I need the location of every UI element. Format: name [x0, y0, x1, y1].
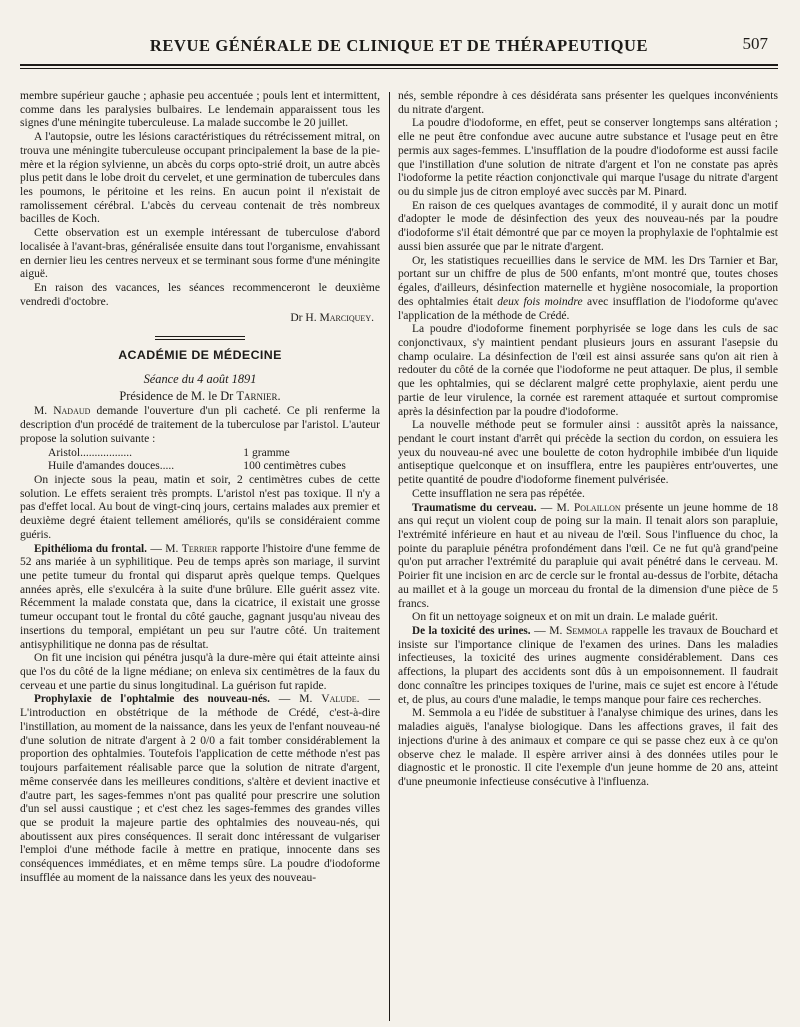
header-rule	[20, 64, 778, 66]
recipe-quantity: 1 gramme	[243, 446, 290, 459]
lead-dash: — M.	[269, 693, 313, 706]
paragraph: La poudre d'iodoforme, en effet, peut se conserver longtemps sans altération ; elle ne peut être confondue avec aucune autre substance et l'usage peut en être permis aux sages-femmes. L'insufflation de la poudre d'iodoforme est aussi facile que l'instillation d'une solution de nitrate d'argent et l'on ne constate pas après l'iodoforme la petite réaction conjonctivale qui marque l'usage du nitrate d'argent ou du simple jus de citron employé avec succès par M. Pinard.	[398, 117, 778, 199]
topic-lead: De la toxicité des urines.	[412, 625, 531, 638]
pro-text: — L'introduction en obstétrique de la méthode de Crédé, c'est-à-dire l'instillation, au moment de la naissance, dans les yeux de l'enfant nouveau-né d'une solution de nitrate d'argent à 2 0/0 a fait tomber considérablement la proportion des ophtalmies. Toutefois l'application de cette méthode n'est pas toujours parfaitement réalisable parce que la solution de nitrate d'argent, même conservée dans les meilleures conditions, s'altère et devient inactive et d'autre part, les sages-femmes n'ont pas qualité pour prescrire une solution d'un sel aussi caustique ; et c'est chez les sages-femmes des grandes villes que se produit la majeure partie des ophtalmies des nouveau-nés, qui aboutissent aux pires conséquences. Il serait donc intéressant de vulgariser l'emploi d'une méthode facile à mettre en pratique, innocente dans ses conséquences immédiates, et en même temps sûre. La poudre d'iodoforme insufflée au moment de la naissance dans les yeux des nouveau-	[20, 693, 380, 884]
paragraph-toxicite	[398, 625, 778, 707]
recipe-line-1	[20, 447, 380, 461]
nadaud-m: M.	[34, 405, 48, 418]
signature	[20, 312, 380, 326]
nadaud-text: demande l'ouverture d'un pli cacheté. Ce pli renferme la description d'un procédé de traitement de la tuberculose par l'aristol. L'auteur propose la solution suivante :	[20, 405, 380, 445]
paragraph: Cette observation est un exemple intéressant de tuberculose d'abord localisée à l'avant-bras, généralisée ensuite dans tout l'organisme, envahissant en dernier lieu les centres nerveux et se terminant sous forme d'une méningite aiguë.	[20, 227, 380, 281]
paragraph-traumatisme	[398, 502, 778, 612]
trau-text: présente un jeune homme de 18 ans qui reçut un violent coup de poing sur la main. Il tenait alors son parapluie, l'extrémité inférieure en haut et au niveau de l'œil. Sous l'influence du choc, la pointe du parapluie pénétra profondément dans l'œil. Ce ne fut qu'à grand'peine qu'on put arracher l'extrémité du parapluie qui avait pénétré dans le cerveau. M. Poirier fit une incision en arc de cercle sur le frontal au-dessus de l'orbite, détacha au maillet et à la gouge un morceau du frontal de la dimension d'une pièce de 5 francs.	[398, 501, 778, 610]
paragraph: La poudre d'iodoforme finement porphyrisée se loge dans les culs de sac conjonctivaux, s'y maintient pendant plusieurs jours en assurant l'asepsie du champ oculaire. La désinfection de l'œil est ainsi assurée sans qu'on ait rien à redouter du côté de la cornée que l'iodoforme ne peut attaquer. De plus, il semble que les ophtalmies, qui se déclarent malgré cette prophylaxie, aient perdu une partie de leur virulence, la cornée est rarement attaquée et surtout compromise après la désinfection par la poudre d'iodoforme.	[398, 323, 778, 418]
signature-prefix: Dr H.	[290, 311, 317, 324]
epi-text: rapporte l'histoire d'une femme de 52 ans mariée à un syphilitique. Peu de temps après son mariage, il survint une petite tumeur du frontal qui disparut après quelque temps. Quelques années après, elle s'exulcéra à la suite d'une brûlure. Elle guérit assez vite. Récemment la malade constata que, dans la cicatrice, il existait une grosse tumeur occupant tout le frontal du côté gauche, gagnant jusqu'au niveau des insertions du temporal, empiétant un peu sur l'autre côté. Un traitement antisyphilitique ne donna pas de résultat.	[20, 542, 380, 651]
paragraph: membre supérieur gauche ; aphasie peu accentuée ; pouls lent et intermittent, comme dans les paralysies bulbaires. Le lendemain apparaissent tous les signes d'une méningite tuberculeuse. La malade succombe le 20 juillet.	[20, 90, 380, 130]
stats-text: Or, les statistiques recueillies dans le service de MM. les Drs Tarnier et Bar, portant sur un chiffre de plus de 500 enfants, m'ont montré que, toutes choses égales, d'ailleurs, désinfection maternelle et hygiène nosocomiale, la proportion des ophtalmies était	[398, 254, 778, 308]
lead-dash: — M.	[146, 542, 179, 555]
signature-name: Marciquey.	[319, 311, 374, 324]
paragraph: nés, semble répondre à ces désidérata sans présenter les quelques inconvénients du nitrate d'argent.	[398, 90, 778, 116]
emphasis: deux fois moindre	[497, 295, 583, 308]
paragraph-statistics	[398, 255, 778, 324]
author-name: Semmola	[565, 625, 608, 638]
two-column-body	[20, 90, 778, 1021]
paragraph: On fit un nettoyage soigneux et on mit un drain. Le malade guérit.	[412, 611, 718, 624]
running-header	[20, 30, 778, 60]
paragraph-epithelioma	[20, 543, 380, 653]
recipe-ingredient: Huile d'amandes douces.....	[48, 460, 175, 473]
left-column	[20, 90, 380, 1021]
paragraph: La nouvelle méthode peut se formuler ainsi : aussitôt après la naissance, pendant le court instant d'arrêt qui précède la section du cordon, on essuiera les yeux du nouveau-né avec une boulette de coton hydrophile imbibée d'un liquide antiseptique quelconque et on insufflera, entre les paupières entr'ouvertes, une petite quantité de poudre d'iodoforme finement pulvérisée.	[398, 419, 778, 487]
author-name: Valude.	[321, 693, 360, 706]
paragraph: Cette insufflation ne sera pas répétée.	[412, 487, 585, 500]
tox-text: rappelle les travaux de Bouchard et insiste sur l'importance clinique de l'examen des urines. Dans les maladies infectieuses, la toxicité des urines augmente considérablement. Dans ces affections, la plupart des accidents sont dûs à un empoisonnement. Il faudrait donc connaître les principes toxiques de l'urine, mais ce sujet est encore à l'étude et, de plus, au cours d'une maladie, le temps manque pour faire ces recherches.	[398, 625, 778, 706]
paragraph: A l'autopsie, outre les lésions caractéristiques du rétrécissement mitral, on trouva une méningite tuberculeuse occupant principalement la base de la pie-mère et la région sylvienne, un abcès du corps opto-strié droit, un autre abcès plus petit dans le lobe droit du cervelet, et une germination de tubercules dans les poumons, le péritoine et les reins. En aucun point il n'existait de ramolissement cérébral. L'abcès du cerveau contenait de très nombreux bacilles de Koch.	[20, 131, 380, 226]
lead-dash: — M.	[530, 625, 563, 638]
header-rule-thin	[20, 68, 778, 69]
presidency-prefix: Présidence de M. le Dr	[119, 388, 234, 403]
journal-title: REVUE GÉNÉRALE DE CLINIQUE ET DE THÉRAPEUTIQUE	[149, 36, 649, 55]
recipe-ingredient: Aristol..................	[48, 446, 133, 459]
author-name: Nadaud	[53, 405, 91, 418]
paragraph: M. Semmola a eu l'idée de substituer à l'analyse chimique des urines, dans les maladies aiguës, l'analyse biologique. Dans les affections graves, il fait des injections d'urine à des animaux et compare ce qui se passe chez eux à ce qu'on observe chez le malade. Il espère arriver ainsi à des données utiles pour le diagnostic et le pronostic. Il cite l'exemple d'un jeune homme de 20 ans, atteint d'une pneumonie infectieuse consécutive à l'influenza.	[398, 707, 778, 788]
presidency-name: Tarnier.	[236, 388, 281, 403]
presidency-line	[20, 390, 380, 404]
paragraph: On fit une incision qui pénétra jusqu'à la dure-mère qui était atteinte ainsi que l'os du côté de la ligne médiane; on enleva six centimètres de la faux du cerveau et une partie du sinus longitudinal. La guérison fut rapide.	[20, 652, 380, 692]
topic-lead: Traumatisme du cerveau.	[412, 501, 537, 514]
author-name: Terrier	[181, 542, 218, 555]
recipe-line-2	[20, 460, 380, 474]
session-date: Séance du 4 août 1891	[143, 371, 257, 386]
recipe-quantity: 100 centimètres cubes	[243, 460, 346, 473]
stats-text-end: avec insufflation de l'iodoforme qu'avec l'application de la méthode de Crédé.	[398, 295, 778, 322]
paragraph: On injecte sous la peau, matin et soir, 2 centimètres cubes de cette solution. Le effets seraient très prompts. L'aristol n'est pas toxique. Il n'y a pas d'effet local. Au bout de vingt-cinq jours, certains malades aux premier et deuxième degré étaient tellement améliorés, qu'ils se considéraient comme guéris.	[20, 473, 380, 541]
section-heading: ACADÉMIE DE MÉDECINE	[118, 348, 282, 363]
section-separator	[155, 336, 245, 340]
paragraph: En raison de ces quelques avantages de commodité, il y aurait donc un motif d'adopter le mode de désinfection des yeux des nouveau-nés par la poudre d'iodoforme s'il était démontré que par ce moyen la prophylaxie de l'ophtalmie est aussi bien assurée que par le nitrate d'argent.	[398, 199, 778, 253]
paragraph: En raison des vacances, les séances recommenceront le deuxième vendredi d'octobre.	[20, 282, 380, 308]
paragraph-nadaud	[20, 405, 380, 446]
lead-dash: — M.	[536, 501, 570, 514]
page-number: 507	[742, 34, 768, 53]
right-column	[398, 90, 778, 1021]
paragraph-prophylaxie	[20, 693, 380, 885]
topic-lead: Prophylaxie de l'ophtalmie des nouveau-nés.	[34, 693, 270, 706]
author-name: Polaillon	[573, 501, 621, 514]
topic-lead: Epithélioma du frontal.	[34, 542, 147, 555]
